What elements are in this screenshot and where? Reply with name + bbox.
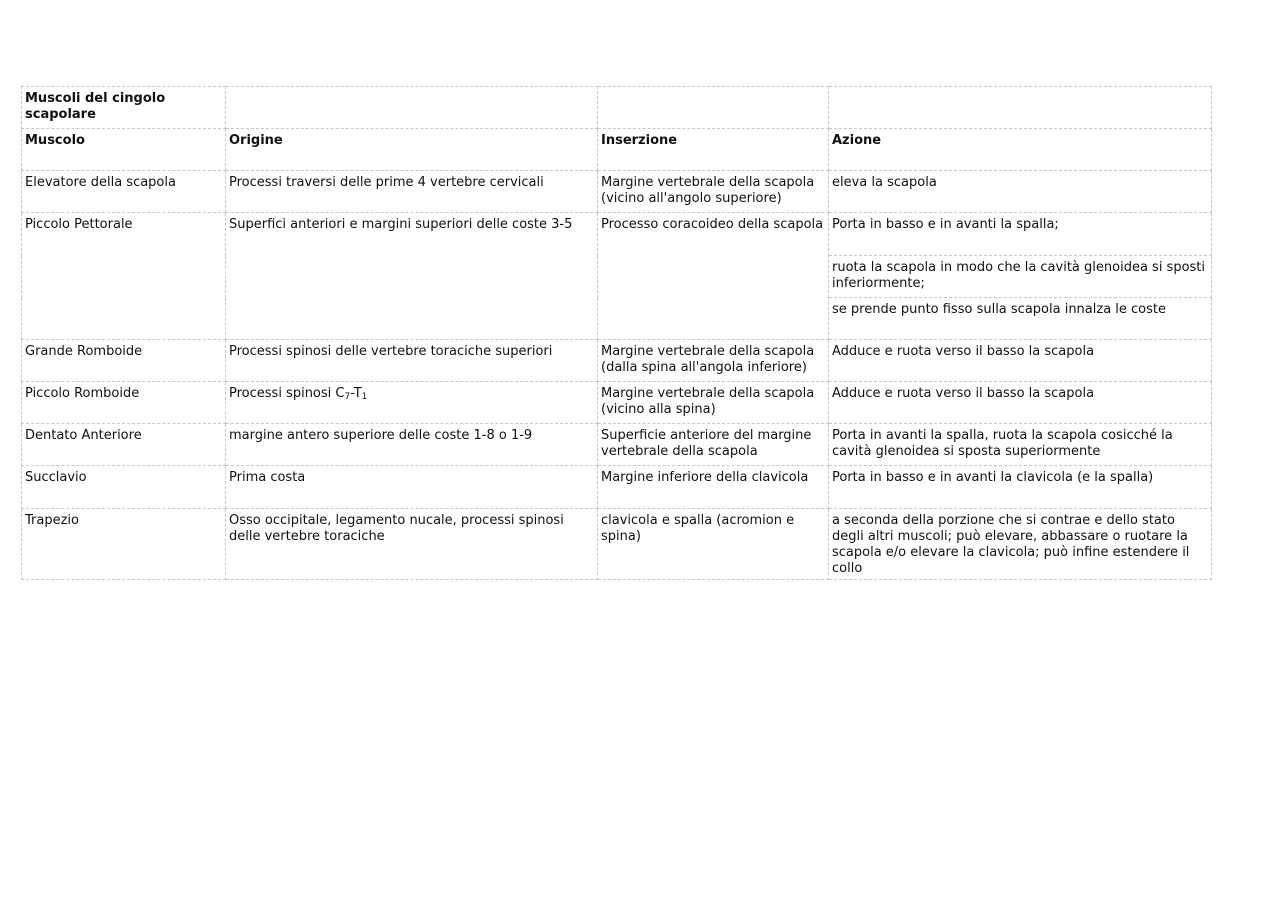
cell-inserzione: Margine vertebrale della scapola (vicino alla spina) xyxy=(598,382,829,424)
subscript: 7 xyxy=(344,392,351,402)
table-row xyxy=(22,340,1212,382)
table-row xyxy=(22,509,1212,580)
header-origine: Origine xyxy=(226,129,598,171)
cell-azione: Adduce e ruota verso il basso la scapola xyxy=(829,340,1212,382)
cell-azione: Porta in avanti la spalla, ruota la scapola cosicché la cavità glenoidea si sposta superiormente xyxy=(829,424,1212,466)
cell-muscolo: Piccolo Romboide xyxy=(22,382,226,424)
cell-inserzione: Superficie anteriore del margine vertebrale della scapola xyxy=(598,424,829,466)
header-azione: Azione xyxy=(829,129,1212,171)
cell-azione: eleva la scapola xyxy=(829,171,1212,213)
title-row xyxy=(22,87,1212,129)
cell-muscolo: Piccolo Pettorale xyxy=(22,213,226,340)
cell-muscolo: Dentato Anteriore xyxy=(22,424,226,466)
table-row xyxy=(22,424,1212,466)
cell-origine: margine antero superiore delle coste 1-8 o 1-9 xyxy=(226,424,598,466)
origine-text: -T xyxy=(350,386,362,401)
cell-origine: Osso occipitale, legamento nucale, processi spinosi delle vertebre toraciche xyxy=(226,509,598,580)
cell-inserzione: Processo coracoideo della scapola xyxy=(598,213,829,340)
cell-inserzione: clavicola e spalla (acromion e spina) xyxy=(598,509,829,580)
cell-origine: Processi spinosi delle vertebre toraciche superiori xyxy=(226,340,598,382)
cell-azione: se prende punto fisso sulla scapola innalza le coste xyxy=(829,298,1212,340)
table-row xyxy=(22,171,1212,213)
header-inserzione: Inserzione xyxy=(598,129,829,171)
cell-origine xyxy=(226,382,598,424)
cell-origine: Processi traversi delle prime 4 vertebre cervicali xyxy=(226,171,598,213)
table-row xyxy=(22,213,1212,256)
origine-text: Processi spinosi C xyxy=(229,386,345,401)
cell-azione: Adduce e ruota verso il basso la scapola xyxy=(829,382,1212,424)
empty-cell xyxy=(226,87,598,129)
cell-azione: Porta in basso e in avanti la clavicola (e la spalla) xyxy=(829,466,1212,509)
cell-inserzione: Margine vertebrale della scapola (vicino all'angolo superiore) xyxy=(598,171,829,213)
cell-azione: ruota la scapola in modo che la cavità glenoidea si sposti inferiormente; xyxy=(829,256,1212,298)
header-muscolo: Muscolo xyxy=(22,129,226,171)
cell-azione: Porta in basso e in avanti la spalla; xyxy=(829,213,1212,256)
cell-azione: a seconda della porzione che si contrae e dello stato degli altri muscoli; può elevare, abbassare o ruotare la scapola e/o elevare la clavicola; può infine estendere il collo xyxy=(829,509,1212,580)
cell-muscolo: Grande Romboide xyxy=(22,340,226,382)
cell-inserzione: Margine vertebrale della scapola (dalla spina all'angola inferiore) xyxy=(598,340,829,382)
cell-origine: Prima costa xyxy=(226,466,598,509)
cell-origine: Superfici anteriori e margini superiori delle coste 3-5 xyxy=(226,213,598,340)
table-title: Muscoli del cingolo scapolare xyxy=(22,87,226,129)
cell-muscolo: Elevatore della scapola xyxy=(22,171,226,213)
cell-inserzione: Margine inferiore della clavicola xyxy=(598,466,829,509)
empty-cell xyxy=(598,87,829,129)
empty-cell xyxy=(829,87,1212,129)
cell-muscolo: Succlavio xyxy=(22,466,226,509)
table-row xyxy=(22,466,1212,509)
header-row xyxy=(22,129,1212,171)
table-row xyxy=(22,382,1212,424)
subscript: 1 xyxy=(361,392,368,402)
muscle-table xyxy=(21,86,1212,580)
cell-muscolo: Trapezio xyxy=(22,509,226,580)
